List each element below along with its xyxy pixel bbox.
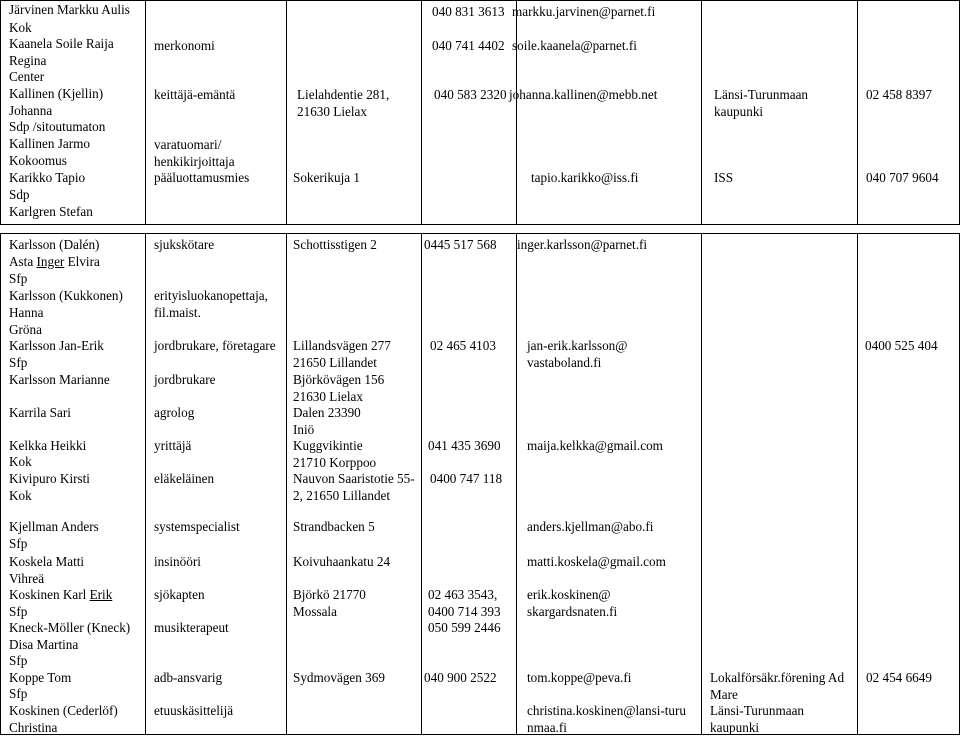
email: maija.kelkka@gmail.com bbox=[527, 438, 663, 453]
email: jan-erik.karlsson@ vastaboland.fi bbox=[527, 338, 628, 370]
email: inger.karlsson@parnet.fi bbox=[517, 237, 648, 252]
phone: 0400 747 118 bbox=[430, 471, 503, 486]
phone: 0445 517 568 bbox=[424, 237, 497, 252]
member-party: Kok bbox=[9, 20, 32, 35]
occupation: pääluottamusmies bbox=[154, 170, 250, 185]
occupation-column bbox=[146, 1, 287, 225]
email-column bbox=[509, 1, 702, 225]
organization: Lokalförsäkr.förening Ad Mare bbox=[710, 670, 845, 702]
member-party: Sfp bbox=[9, 686, 28, 701]
phone: 041 435 3690 bbox=[428, 438, 501, 453]
contacts-table-lower bbox=[0, 233, 960, 735]
email: erik.koskinen@ skargardsnaten.fi bbox=[527, 587, 618, 619]
member-name: Kallinen (Kjellin) Johanna bbox=[9, 86, 104, 118]
member-name: Karlgren Stefan bbox=[9, 204, 93, 220]
occupation-column bbox=[146, 234, 287, 735]
email: johanna.kallinen@mebb.net bbox=[509, 87, 658, 102]
org-phone: 02 454 6649 bbox=[866, 670, 932, 685]
member-name: Koskela Matti bbox=[9, 554, 85, 569]
occupation: adb-ansvarig bbox=[154, 670, 223, 685]
org-phone: 02 458 8397 bbox=[866, 87, 932, 102]
address: Schottisstigen 2 bbox=[293, 237, 377, 252]
member-name: Karlsson (Kukkonen) Hanna bbox=[9, 288, 123, 320]
org-phone-column bbox=[858, 234, 960, 735]
email: matti.koskela@gmail.com bbox=[527, 554, 666, 569]
phone: 02 465 4103 bbox=[430, 338, 496, 353]
address: Nauvon Saaristotie 55-2, 21650 Lillandet bbox=[293, 471, 415, 503]
organization-column bbox=[702, 1, 858, 225]
member-name: Karlsson Marianne bbox=[9, 372, 110, 387]
address-column bbox=[287, 1, 422, 225]
table-row bbox=[1, 234, 960, 735]
member-name: Karrila Sari bbox=[9, 405, 71, 420]
phone: 02 463 3543, 0400 714 393 bbox=[428, 587, 501, 619]
member-name: Kivipuro Kirsti bbox=[9, 471, 90, 486]
name-column bbox=[1, 234, 146, 735]
email: tom.koppe@peva.fi bbox=[527, 670, 632, 685]
member-party: Sfp bbox=[9, 355, 28, 370]
occupation: insinööri bbox=[154, 554, 201, 569]
name-column bbox=[1, 1, 146, 225]
member-party: Vihreä bbox=[9, 571, 45, 586]
occupation: eläkeläinen bbox=[154, 471, 215, 486]
address: Lielahdentie 281, 21630 Lielax bbox=[297, 87, 390, 119]
occupation: jordbrukare, företagare bbox=[154, 338, 276, 353]
member-name: Järvinen Markku Aulis bbox=[9, 2, 130, 17]
occupation: merkonomi bbox=[154, 38, 215, 53]
member-party: Kokoomus bbox=[9, 153, 67, 169]
phone: 040 741 4402 bbox=[432, 38, 505, 53]
contacts-table-upper bbox=[0, 0, 960, 225]
occupation: erityisluokanopettaja, fil.maist. bbox=[154, 288, 268, 320]
phone-column bbox=[422, 1, 517, 225]
address: Strandbacken 5 bbox=[293, 519, 375, 534]
occupation: sjökapten bbox=[154, 587, 205, 602]
member-name: Koskinen (Cederlöf) Christina bbox=[9, 703, 118, 735]
phone: 050 599 2446 bbox=[428, 620, 501, 635]
occupation: yrittäjä bbox=[154, 438, 192, 453]
member-name: Koskinen Karl Erik bbox=[9, 587, 113, 602]
member-party: Gröna bbox=[9, 322, 42, 337]
email: markku.jarvinen@parnet.fi bbox=[512, 4, 656, 19]
member-party: Sdp bbox=[9, 187, 30, 203]
member-name: Asta Inger Elvira bbox=[9, 254, 100, 269]
address: Björkö 21770 Mossala bbox=[293, 587, 366, 619]
organization: Länsi-Turunmaan kaupunki bbox=[710, 703, 805, 735]
organization-column bbox=[702, 234, 858, 735]
org-phone: 040 707 9604 bbox=[866, 170, 939, 185]
member-party: Kok bbox=[9, 488, 32, 503]
member-name: Karlsson (Dalén) bbox=[9, 237, 100, 252]
phone: 040 831 3613 bbox=[432, 4, 505, 19]
table-row bbox=[1, 1, 960, 225]
occupation: keittäjä-emäntä bbox=[154, 87, 236, 102]
phone: 040 583 2320 bbox=[434, 87, 507, 102]
member-name: Karlsson Jan-Erik bbox=[9, 338, 104, 353]
member-party: Sfp bbox=[9, 271, 28, 286]
member-name: Kneck-Möller (Kneck) Disa Martina bbox=[9, 620, 131, 652]
member-party: Kok bbox=[9, 454, 32, 469]
email: soile.kaanela@parnet.fi bbox=[512, 38, 637, 53]
member-party: Sfp bbox=[9, 536, 28, 551]
org-phone-column bbox=[858, 1, 960, 225]
occupation: musikterapeut bbox=[154, 620, 229, 635]
email: christina.koskinen@lansi-turunmaa.fi bbox=[527, 703, 687, 735]
member-party: Sfp bbox=[9, 653, 28, 668]
occupation: systemspecialist bbox=[154, 519, 240, 534]
organization: ISS bbox=[714, 170, 734, 185]
member-name: Karikko Tapio bbox=[9, 170, 86, 186]
address: Koivuhaankatu 24 bbox=[293, 554, 391, 569]
member-name: Kaanela Soile Raija Regina bbox=[9, 36, 114, 68]
occupation: etuuskäsittelijä bbox=[154, 703, 234, 718]
address: Björkövägen 156 21630 Lielax bbox=[293, 372, 385, 404]
member-party: Sdp /sitoutumaton bbox=[9, 119, 106, 135]
occupation: jordbrukare bbox=[154, 372, 216, 387]
address: Kuggvikintie 21710 Korppoo bbox=[293, 438, 377, 470]
address: Sydmovägen 369 bbox=[293, 670, 385, 685]
occupation: varatuomari/ henkikirjoittaja bbox=[154, 137, 235, 169]
member-name: Koppe Tom bbox=[9, 670, 72, 685]
member-name: Kjellman Anders bbox=[9, 519, 99, 534]
phone: 040 900 2522 bbox=[424, 670, 497, 685]
occupation: sjukskötare bbox=[154, 237, 215, 252]
member-name: Kallinen Jarmo bbox=[9, 136, 90, 152]
email: anders.kjellman@abo.fi bbox=[527, 519, 654, 534]
organization: Länsi-Turunmaan kaupunki bbox=[714, 87, 809, 119]
address: Sokerikuja 1 bbox=[293, 170, 361, 185]
member-name: Kelkka Heikki bbox=[9, 438, 87, 453]
org-phone: 0400 525 404 bbox=[865, 338, 938, 353]
phone-column bbox=[422, 234, 517, 735]
address: Dalen 23390 Iniö bbox=[293, 405, 361, 437]
email: tapio.karikko@iss.fi bbox=[531, 170, 639, 185]
address: Lillandsvägen 277 21650 Lillandet bbox=[293, 338, 391, 370]
occupation: agrolog bbox=[154, 405, 195, 420]
email-column bbox=[517, 234, 702, 735]
member-party: Sfp bbox=[9, 604, 28, 619]
address-column bbox=[287, 234, 422, 735]
member-party: Center bbox=[9, 69, 45, 85]
